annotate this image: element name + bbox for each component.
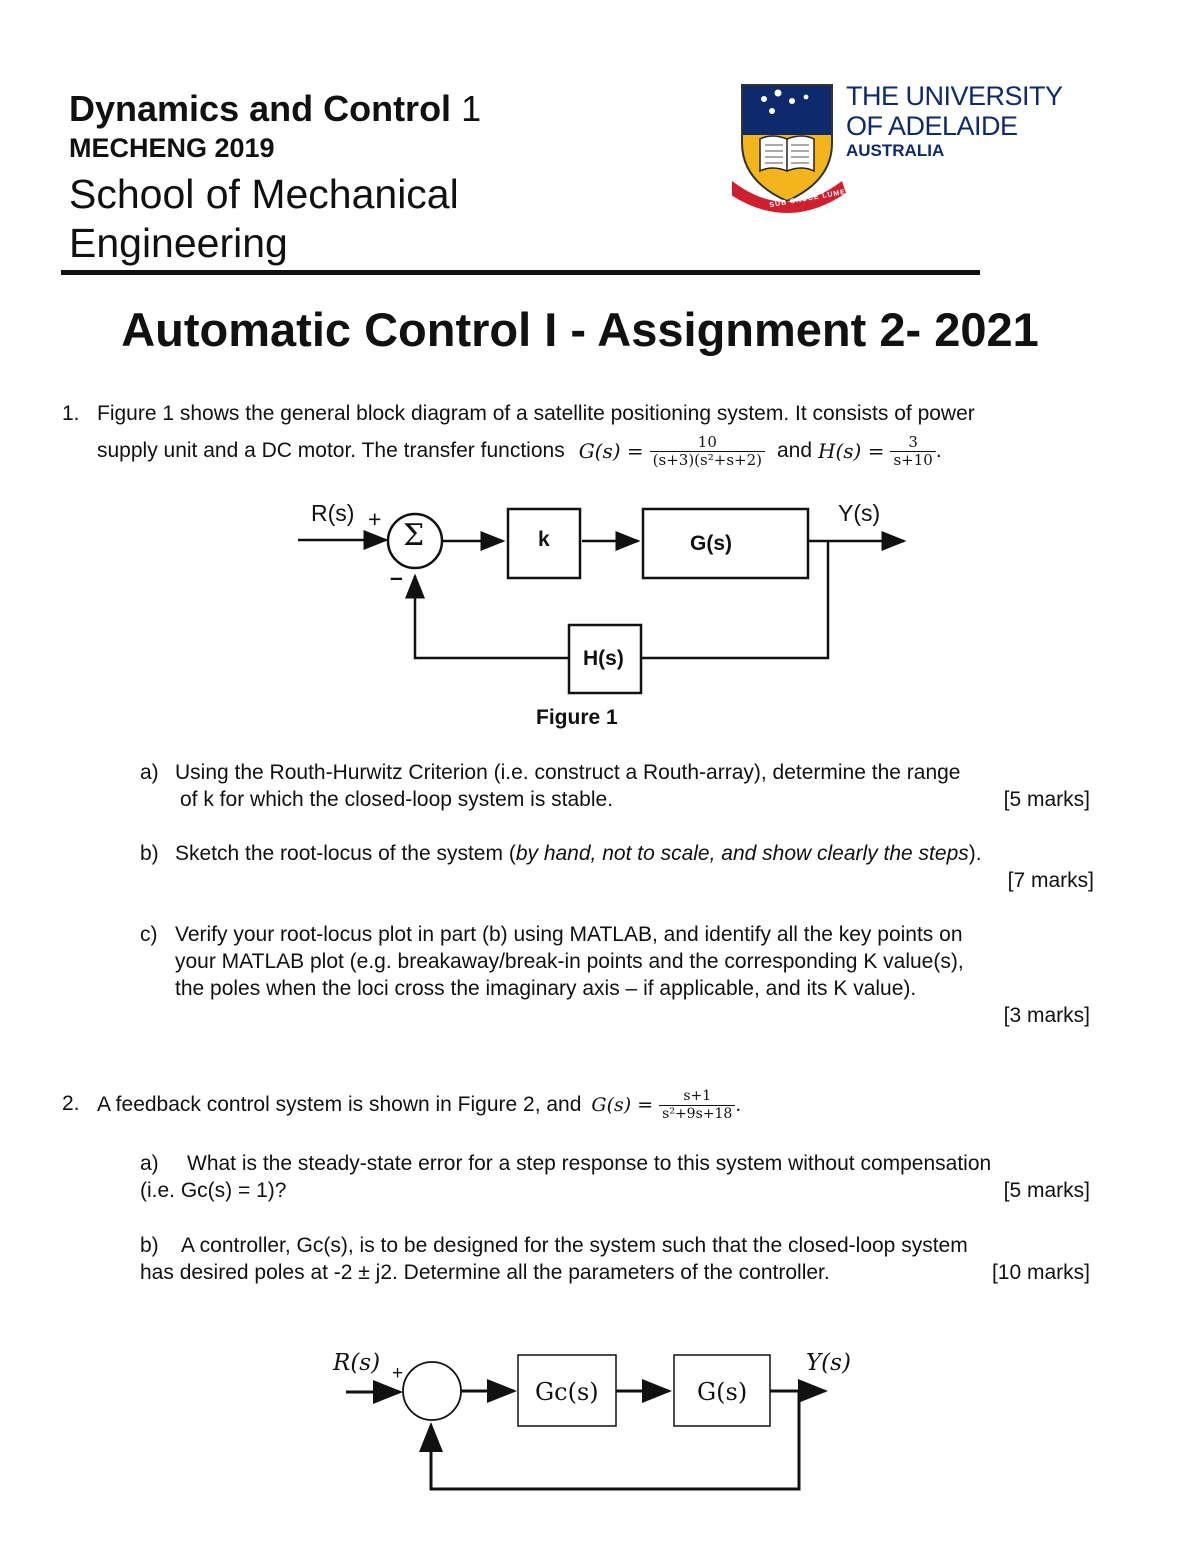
q2b-line1: A controller, Gc(s), is to be designed for the system such that the closed-loop system: [181, 1234, 968, 1257]
q2b-line2: has desired poles at -2 ± j2. Determine all the parameters of the controller.: [140, 1261, 830, 1284]
fig2-g-label: G(s): [697, 1378, 748, 1406]
fig2-summing-junction: [403, 1362, 461, 1420]
q2a-line1: What is the steady-state error for a step response to this system without compensation: [187, 1152, 992, 1175]
q2b-label: b): [140, 1234, 159, 1257]
logo-line-1: THE UNIVERSITY: [846, 81, 1063, 111]
q1-g-lhs: G(s) =: [578, 439, 644, 463]
fig1-h-label: H(s): [583, 647, 624, 670]
q2-text: A feedback control system is shown in Figure 2, and G(s) = $\frac{s+1}{\text{s²+9s+18}}$ .: [97, 1087, 742, 1122]
fig1-input-label: R(s): [311, 500, 355, 526]
q1-h-fraction: $\frac{3}{s+10}$: [890, 434, 935, 469]
fig1-output-label: Y(s): [838, 500, 881, 526]
q1c-line3: the poles when the loci cross the imaginary axis – if applicable, and its K value).: [175, 977, 917, 1000]
q1a-line2: of k for which the closed-loop system is stable.: [180, 788, 614, 811]
q1a-marks: [5 marks]: [1003, 788, 1090, 811]
q1-h-lhs: H(s) =: [818, 439, 885, 463]
fig1-k-label: k: [538, 528, 550, 551]
fig1-sigma-icon: Σ: [403, 518, 425, 553]
fig2-input-label: R(s): [333, 1350, 381, 1376]
q1-text-line2: supply unit and a DC motor. The transfer functions G(s) = $\frac{10}{\text{(s+3)(s²+s+2)}}$ and H(s) = $\frac{3}{s+10}$ .: [97, 432, 942, 469]
q1c-line2: your MATLAB plot (e.g. breakaway/break-in points and the corresponding K value(s),: [175, 950, 964, 973]
q1b-label: b): [140, 842, 159, 865]
q2b-marks: [10 marks]: [991, 1261, 1090, 1284]
fig1-feedback-path: [642, 541, 828, 658]
q1-g-fraction: $\frac{10}{\text{(s+3)(s²+s+2)}}$: [650, 434, 765, 469]
q1a-label: a): [140, 761, 159, 784]
q2a-label: a): [140, 1152, 159, 1175]
q1-number: 1.: [62, 402, 80, 425]
q2a-line2: (i.e. Gc(s) = 1)?: [140, 1179, 287, 1202]
fig1-feedback-return: [415, 576, 569, 658]
q1-text-line1: Figure 1 shows the general block diagram of a satellite positioning system. It consists of power: [97, 402, 975, 425]
q2a-marks: [5 marks]: [1003, 1179, 1090, 1202]
q2-number: 2.: [62, 1092, 80, 1115]
figure-2-block-diagram: [330, 1345, 870, 1500]
course-code: MECHENG 2019: [69, 133, 275, 163]
fig2-output-label: Y(s): [806, 1350, 851, 1376]
logo-line-2: OF ADELAIDE: [846, 111, 1018, 141]
header-rule: [61, 270, 980, 275]
logo-motto: SUB CRUCE LUMEN: [769, 187, 853, 210]
fig1-plus-sign: +: [368, 506, 382, 532]
q1c-marks: [3 marks]: [1003, 1004, 1090, 1027]
school-name: School of Mechanical Engineering: [69, 171, 459, 266]
q1c-line1: Verify your root-locus plot in part (b) using MATLAB, and identify all the key points on: [175, 923, 963, 946]
course-title: Dynamics and Control 1: [69, 88, 482, 129]
logo-line-3: AUSTRALIA: [846, 141, 945, 160]
fig1-minus-sign: –: [390, 564, 403, 590]
fig2-plus-sign: +: [392, 1363, 404, 1384]
university-logo: [732, 81, 1063, 223]
fig1-g-label: G(s): [690, 532, 732, 555]
q2-g-lhs: G(s) =: [591, 1094, 654, 1116]
q1b-marks: [7 marks]: [1007, 869, 1094, 892]
q1c-label: c): [140, 923, 158, 946]
page-title: Automatic Control I - Assignment 2- 2021: [121, 303, 1039, 356]
q1a-line1: Using the Routh-Hurwitz Criterion (i.e. construct a Routh-array), determine the range: [175, 761, 961, 784]
course-number: 1: [461, 88, 482, 129]
figure-1-caption: Figure 1: [536, 706, 618, 729]
q1b-text: Sketch the root-locus of the system (by hand, not to scale, and show clearly the steps).: [175, 842, 982, 865]
fig2-gc-label: Gc(s): [535, 1378, 599, 1406]
q2-g-fraction: $\frac{s+1}{\text{s²+9s+18}}$: [659, 1088, 735, 1123]
